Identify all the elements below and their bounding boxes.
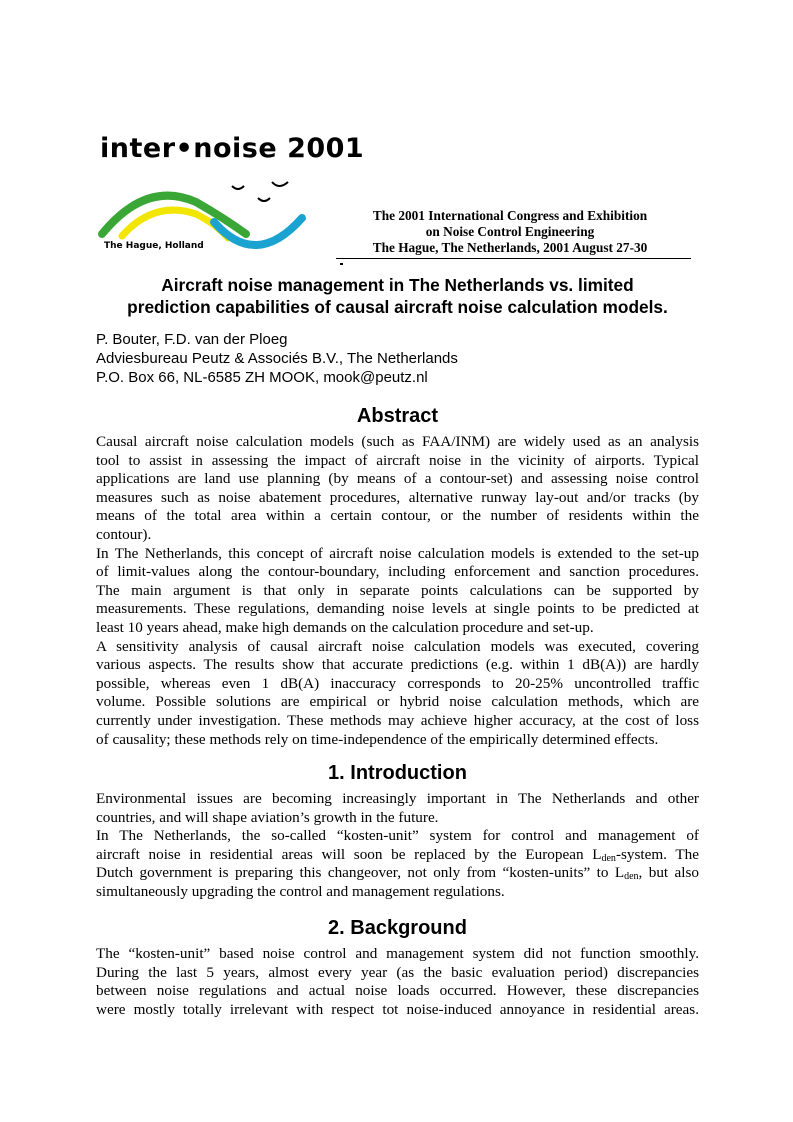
- abstract-line: measures such as noise abatement procedures, alternative runway lay-out and/or tracks (by: [96, 488, 699, 506]
- introduction-line: In The Netherlands, the so-called “kosten-unit” system for control and management of: [96, 827, 699, 845]
- lden-subscript: den: [624, 871, 639, 883]
- introduction-line: Environmental issues are becoming increasingly important in The Netherlands and other: [96, 790, 699, 807]
- logo-smile-1: [232, 186, 244, 189]
- abstract-line: A sensitivity analysis of causal aircraft noise calculation models was executed, covering: [96, 637, 699, 655]
- abstract-line: contour).: [96, 525, 152, 543]
- abstract-line: of limit-values along the contour-boundary, including enforcement and sanction procedures.: [96, 563, 699, 581]
- introduction-heading: 1. Introduction: [328, 762, 467, 784]
- introduction-line-5b: , but also: [638, 864, 699, 882]
- abstract-body: [96, 433, 699, 749]
- author-block: [96, 330, 699, 387]
- conference-line-1: The 2001 International Congress and Exhibition: [372, 208, 648, 223]
- conference-header: [350, 208, 670, 256]
- background-line: The “kosten-unit” based noise control and management system did not function smoothly.: [96, 945, 699, 962]
- background-body: [96, 945, 699, 1019]
- logo-smile-3: [258, 198, 270, 201]
- introduction-line: [96, 864, 699, 883]
- abstract-line: means of the total area within a certain contour, or the number of residents within the: [96, 507, 699, 525]
- introduction-line-4b: -system. The: [615, 845, 699, 863]
- abstract-line: least 10 years ahead, make high demands on the calculation procedure and set-up.: [96, 618, 594, 636]
- introduction-line: countries, and will shape aviation’s growth in the future.: [96, 808, 439, 826]
- introduction-body: [96, 790, 699, 902]
- abstract-heading: Abstract: [356, 405, 439, 427]
- introduction-line: [96, 846, 699, 865]
- background-line: were mostly totally irrelevant with respect tot noise-induced annoyance in residential areas.: [96, 1000, 699, 1018]
- abstract-line: measurements. These regulations, demanding noise levels at single points to be predicted at: [96, 600, 699, 618]
- lden-subscript: den: [601, 852, 616, 864]
- address: P.O. Box 66, NL-6585 ZH MOOK, mook@peutz.nl: [96, 369, 428, 386]
- title-line-1: Aircraft noise management in The Netherlands vs. limited: [161, 275, 634, 295]
- title-line-2: prediction capabilities of causal aircraft noise calculation models.: [127, 297, 668, 317]
- header-rule-tick: [340, 263, 343, 265]
- introduction-line-5a: Dutch government is preparing this changeover, not only from “kosten-units” to L: [96, 864, 625, 882]
- logo-smile-2: [272, 182, 288, 186]
- abstract-line: Causal aircraft noise calculation models (such as FAA/INM) are widely used as an analysis: [96, 433, 699, 450]
- introduction-line: simultaneously upgrading the control and management regulations.: [96, 882, 505, 900]
- background-line: During the last 5 years, almost every year (as the basic evaluation period) discrepancies: [96, 963, 699, 981]
- abstract-line: applications are land use planning (by means of a contour-set) and assessing noise control: [96, 470, 699, 488]
- conference-line-2: on Noise Control Engineering: [425, 224, 595, 239]
- abstract-line: of causality; these methods rely on time-independence of the empirically determined effects.: [96, 730, 659, 748]
- logo-text: inter•noise 2001: [100, 133, 365, 164]
- abstract-line: In The Netherlands, this concept of aircraft noise calculation models is extended to the set-up: [96, 544, 699, 562]
- abstract-line: currently under investigation. These methods may achieve higher accuracy, at the cost of loss: [96, 711, 699, 729]
- header-rule: [336, 258, 691, 259]
- abstract-line: tool to assist in assessing the impact of aircraft noise in the vicinity of airports. Typical: [96, 451, 699, 469]
- conference-line-3: The Hague, The Netherlands, 2001 August 27-30: [372, 240, 648, 255]
- abstract-line: possible, whereas even 1 dB(A) inaccuracy corresponds to 20-25% uncontrolled traffic: [96, 674, 699, 692]
- background-line: between noise regulations and actual noise loads occurred. However, these discrepancies: [96, 982, 699, 1000]
- affiliation: Adviesbureau Peutz & Associés B.V., The Netherlands: [96, 350, 458, 367]
- authors: P. Bouter, F.D. van der Ploeg: [96, 331, 288, 348]
- background-heading: 2. Background: [328, 917, 467, 939]
- logo-place: The Hague, Holland: [104, 241, 204, 251]
- abstract-line: The main argument is that only in separate points calculations can be supported by: [96, 581, 699, 599]
- introduction-line-4a: aircraft noise in residential areas will soon be replaced by the European L: [96, 845, 602, 863]
- abstract-line: volume. Possible solutions are empirical or hybrid noise calculation methods, which are: [96, 693, 699, 711]
- abstract-line: various aspects. The results show that accurate predictions (e.g. within 1 dB(A)) are hardly: [96, 656, 699, 674]
- paper-title: [96, 274, 699, 318]
- inter-noise-logo: [96, 132, 365, 262]
